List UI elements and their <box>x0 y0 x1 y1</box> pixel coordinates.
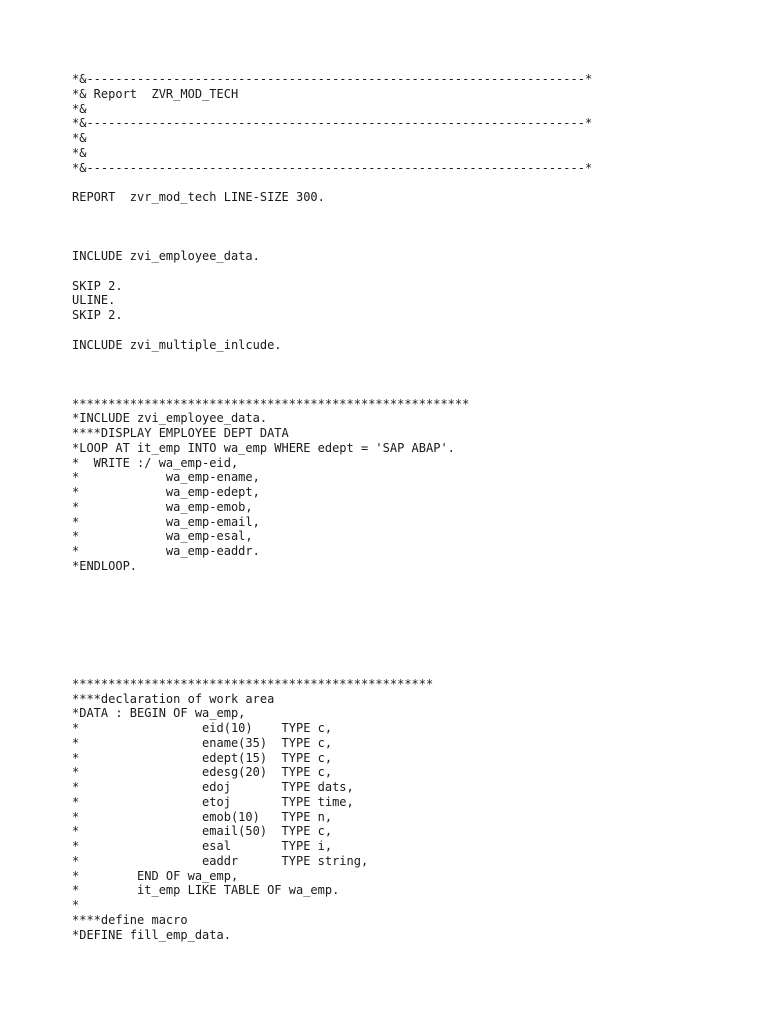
code-line: * wa_emp-email, <box>72 514 260 529</box>
code-line <box>72 352 752 367</box>
code-line <box>72 220 752 235</box>
code-line: ULINE. <box>72 293 116 308</box>
code-line <box>72 662 752 677</box>
code-line: REPORT zvr_mod_tech LINE-SIZE 300. <box>72 190 325 204</box>
code-line <box>72 633 752 648</box>
code-line <box>72 574 752 589</box>
code-line <box>72 264 752 279</box>
code-line: *INCLUDE zvi_employee_data. <box>72 411 268 426</box>
code-line: * emob(10) TYPE n, <box>72 809 333 824</box>
code-line <box>72 382 752 397</box>
code-line: ****DISPLAY EMPLOYEE DEPT DATA <box>72 426 289 440</box>
code-line: *& Report ZVR_MOD_TECH <box>72 86 239 101</box>
code-line: * ename(35) TYPE c, <box>72 735 333 750</box>
code-line: * eid(10) TYPE c, <box>72 721 333 735</box>
code-line <box>72 588 752 603</box>
code-line: *ENDLOOP. <box>72 558 138 573</box>
code-line: * WRITE :/ wa_emp-eid, <box>72 455 239 470</box>
code-line: * wa_emp-edept, <box>72 485 260 499</box>
code-listing <box>72 72 752 942</box>
code-line: * wa_emp-esal, <box>72 529 253 544</box>
code-line: ****declaration of work area <box>72 691 275 706</box>
code-line: * email(50) TYPE c, <box>72 824 333 839</box>
code-line: ****define macro <box>72 912 188 927</box>
code-line: * etoj TYPE time, <box>72 794 354 809</box>
code-line: * <box>72 898 80 912</box>
code-line: SKIP 2. <box>72 278 123 293</box>
code-line: *&---------------------------------------------------------------------* <box>72 160 593 175</box>
code-line: *& <box>72 145 87 160</box>
code-line: * edoj TYPE dats, <box>72 780 354 794</box>
code-line <box>72 618 752 633</box>
code-line: ******************************************************* <box>72 396 470 411</box>
code-line: * eaddr TYPE string, <box>72 853 369 868</box>
code-line <box>72 323 752 338</box>
code-line <box>72 367 752 382</box>
code-line: * wa_emp-eaddr. <box>72 544 260 558</box>
code-line <box>72 175 752 190</box>
code-line: * wa_emp-ename, <box>72 470 260 485</box>
code-line: * edesg(20) TYPE c, <box>72 765 333 780</box>
code-line <box>72 234 752 249</box>
code-line: *&---------------------------------------------------------------------* <box>72 72 593 86</box>
code-line: *& <box>72 101 87 116</box>
code-line: *LOOP AT it_emp INTO wa_emp WHERE edept = 'SAP ABAP'. <box>72 440 455 455</box>
code-line <box>72 603 752 618</box>
code-line: * wa_emp-emob, <box>72 499 253 514</box>
code-line: * esal TYPE i, <box>72 839 333 853</box>
code-line: ************************************************** <box>72 676 434 691</box>
code-line <box>72 647 752 662</box>
code-line: *DATA : BEGIN OF wa_emp, <box>72 706 246 721</box>
code-line: INCLUDE zvi_multiple_inlcude. <box>72 337 282 352</box>
code-line: SKIP 2. <box>72 308 123 322</box>
code-line: *&---------------------------------------------------------------------* <box>72 116 593 131</box>
code-line: * END OF wa_emp, <box>72 868 239 883</box>
code-line: * edept(15) TYPE c, <box>72 750 333 765</box>
code-line: *DEFINE fill_emp_data. <box>72 927 231 942</box>
code-line <box>72 205 752 220</box>
code-line: INCLUDE zvi_employee_data. <box>72 249 260 263</box>
code-line: *& <box>72 131 87 145</box>
code-line: * it_emp LIKE TABLE OF wa_emp. <box>72 883 340 898</box>
